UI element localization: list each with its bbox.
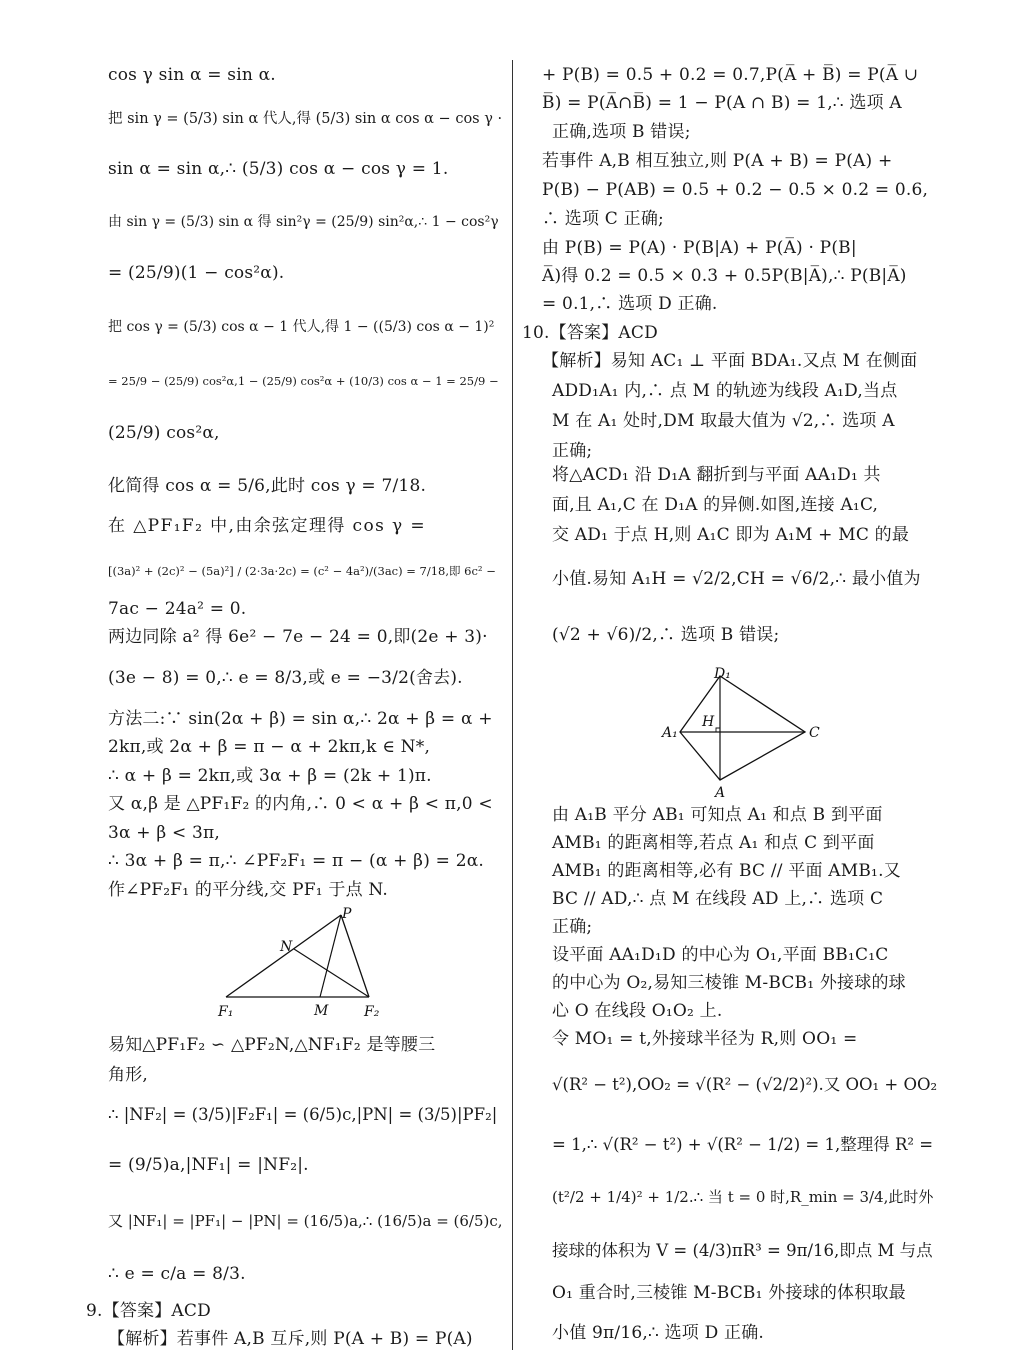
- text-line: 化简得 cos α = 5/6,此时 cos γ = 7/18.: [108, 476, 427, 496]
- text-line: 又 |NF₁| = |PF₁| − |PN| = (16/5)a,∴ (16/5)a = (6/5)c,: [108, 1212, 503, 1230]
- text-line: 在 △PF₁F₂ 中,由余弦定理得 cos γ =: [108, 516, 427, 536]
- text-line: (3e − 8) = 0,∴ e = 8/3,或 e = −3/2(舍去).: [108, 668, 463, 688]
- text-line: 正确;: [552, 917, 593, 937]
- point-f1-label: F₁: [218, 1004, 234, 1020]
- text-line: ∴ |NF₂| = (3/5)|F₂F₁| = (6/5)c,|PN| = (3/5)|PF₂|: [108, 1105, 498, 1124]
- text-line: 方法二:∵ sin(2α + β) = sin α,∴ 2α + β = α +: [108, 709, 493, 729]
- text-line: A̅)得 0.2 = 0.5 × 0.3 + 0.5P(B|A̅),∴ P(B|A̅): [542, 266, 907, 286]
- text-line: 令 MO₁ = t,外接球半径为 R,则 OO₁ =: [552, 1029, 858, 1049]
- rhombus-a1-d1-c-a-figure: [662, 660, 850, 801]
- text-line: 角形,: [108, 1065, 149, 1085]
- text-line: P(B) − P(AB) = 0.5 + 0.2 − 0.5 × 0.2 = 0.6,: [542, 180, 929, 200]
- text-line: [(3a)² + (2c)² − (5a)²] / (2·3a·2c) = (c² − 4a²)/(3ac) = 7/18,即 6c² −: [108, 564, 496, 578]
- text-line: 两边同除 a² 得 6e² − 7e − 24 = 0,即(2e + 3)·: [108, 627, 488, 647]
- text-line: (√2 + √6)/2,∴ 选项 B 错误;: [552, 625, 780, 645]
- text-line: 的中心为 O₂,易知三棱锥 M-BCB₁ 外接球的球: [552, 973, 906, 993]
- triangle-pf1f2-figure: [216, 906, 396, 1024]
- answer-heading-10: 10.【答案】ACD: [522, 323, 658, 343]
- text-line: 由 A₁B 平分 AB₁ 可知点 A₁ 和点 B 到平面: [552, 805, 883, 825]
- text-line: AMB₁ 的距离相等,必有 BC // 平面 AMB₁.又: [552, 861, 901, 881]
- text-line: 【解析】若事件 A,B 互斥,则 P(A + B) = P(A): [108, 1329, 473, 1349]
- text-line: 若事件 A,B 相互独立,则 P(A + B) = P(A) +: [542, 151, 893, 171]
- point-h-label: H: [702, 714, 715, 730]
- text-line: ADD₁A₁ 内,∴ 点 M 的轨迹为线段 A₁D,当点: [552, 381, 898, 401]
- text-line: BC // AD,∴ 点 M 在线段 AD 上,∴ 选项 C: [552, 889, 884, 909]
- text-line: 交 AD₁ 于点 H,则 A₁C 即为 A₁M + MC 的最: [552, 525, 910, 545]
- text-line: ∴ 3α + β = π,∴ ∠PF₂F₁ = π − (α + β) = 2α.: [108, 851, 484, 871]
- text-line: 把 cos γ = (5/3) cos α − 1 代人,得 1 − ((5/3) cos α − 1)²: [108, 319, 495, 335]
- point-a-label: A: [715, 785, 726, 801]
- text-line: √(R² − t²),OO₂ = √(R² − (√2/2)²).又 OO₁ + OO₂: [552, 1075, 938, 1094]
- text-line: B̅) = P(A̅∩B̅) = 1 − P(A ∩ B) = 1,∴ 选项 A: [542, 93, 902, 113]
- text-line: ∴ e = c/a = 8/3.: [108, 1264, 246, 1284]
- text-line: 正确,选项 B 错误;: [552, 122, 691, 142]
- text-line: 7ac − 24a² = 0.: [108, 599, 247, 619]
- text-line: 面,且 A₁,C 在 D₁A 的异侧.如图,连接 A₁C,: [552, 495, 879, 515]
- text-line: (25/9) cos²α,: [108, 423, 220, 443]
- answer-heading-9: 9.【答案】ACD: [86, 1301, 211, 1321]
- point-c-label: C: [809, 725, 820, 741]
- text-line: = 25/9 − (25/9) cos²α,1 − (25/9) cos²α + (10/3) cos α − 1 = 25/9 −: [108, 374, 499, 388]
- text-line: = 1,∴ √(R² − t²) + √(R² − 1/2) = 1,整理得 R² =: [552, 1135, 934, 1154]
- column-divider: [512, 60, 513, 1350]
- text-line: 设平面 AA₁D₁D 的中心为 O₁,平面 BB₁C₁C: [552, 945, 889, 965]
- point-a1-label: A₁: [662, 725, 678, 741]
- text-line: 由 sin γ = (5/3) sin α 得 sin²γ = (25/9) sin²α,∴ 1 − cos²γ: [108, 214, 499, 230]
- text-line: = 0.1,∴ 选项 D 正确.: [542, 294, 718, 314]
- text-line: 接球的体积为 V = (4/3)πR³ = 9π/16,即点 M 与点: [552, 1241, 933, 1260]
- text-line: 把 sin γ = (5/3) sin α 代人,得 (5/3) sin α cos α − cos γ ·: [108, 111, 503, 127]
- point-n-label: N: [280, 939, 293, 955]
- text-line: 3α + β < 3π,: [108, 823, 221, 843]
- text-line: + P(B) = 0.5 + 0.2 = 0.7,P(A̅ + B̅) = P(A̅ ∪: [542, 65, 919, 85]
- text-line: 将△ACD₁ 沿 D₁A 翻折到与平面 AA₁D₁ 共: [552, 465, 881, 485]
- text-line: cos γ sin α = sin α.: [108, 65, 276, 85]
- text-line: 小值 9π/16,∴ 选项 D 正确.: [552, 1323, 765, 1343]
- text-line: = (9/5)a,|NF₁| = |NF₂|.: [108, 1155, 309, 1175]
- text-line: M 在 A₁ 处时,DM 取最大值为 √2,∴ 选项 A: [552, 411, 895, 431]
- point-p-label: P: [342, 906, 352, 922]
- text-line: 小值.易知 A₁H = √2/2,CH = √6/2,∴ 最小值为: [552, 569, 921, 589]
- text-line: (t²/2 + 1/4)² + 1/2.∴ 当 t = 0 时,R_min = 3/4,此时外: [552, 1188, 934, 1206]
- text-line: AMB₁ 的距离相等,若点 A₁ 和点 C 到平面: [552, 833, 875, 853]
- text-line: 正确;: [552, 441, 593, 461]
- text-line: 易知△PF₁F₂ ∽ △PF₂N,△NF₁F₂ 是等腰三: [108, 1035, 436, 1055]
- text-line: ∴ 选项 C 正确;: [542, 209, 664, 229]
- text-line: 作∠PF₂F₁ 的平分线,交 PF₁ 于点 N.: [108, 880, 388, 900]
- text-line: 心 O 在线段 O₁O₂ 上.: [552, 1001, 723, 1021]
- text-line: ∴ α + β = 2kπ,或 3α + β = (2k + 1)π.: [108, 766, 432, 786]
- text-line: 【解析】易知 AC₁ ⊥ 平面 BDA₁.又点 M 在侧面: [542, 351, 918, 371]
- text-line: 又 α,β 是 △PF₁F₂ 的内角,∴ 0 < α + β < π,0 <: [108, 794, 493, 814]
- text-line: O₁ 重合时,三棱锥 M-BCB₁ 外接球的体积取最: [552, 1283, 906, 1303]
- point-f2-label: F₂: [364, 1004, 380, 1020]
- text-line: = (25/9)(1 − cos²α).: [108, 263, 285, 283]
- text-line: 由 P(B) = P(A) · P(B|A) + P(A̅) · P(B|: [542, 238, 857, 258]
- point-m-label: M: [314, 1003, 329, 1019]
- text-line: sin α = sin α,∴ (5/3) cos α − cos γ = 1.: [108, 159, 449, 179]
- text-line: 2kπ,或 2α + β = π − α + 2kπ,k ∈ N*,: [108, 737, 431, 757]
- point-d1-label: D₁: [714, 666, 731, 682]
